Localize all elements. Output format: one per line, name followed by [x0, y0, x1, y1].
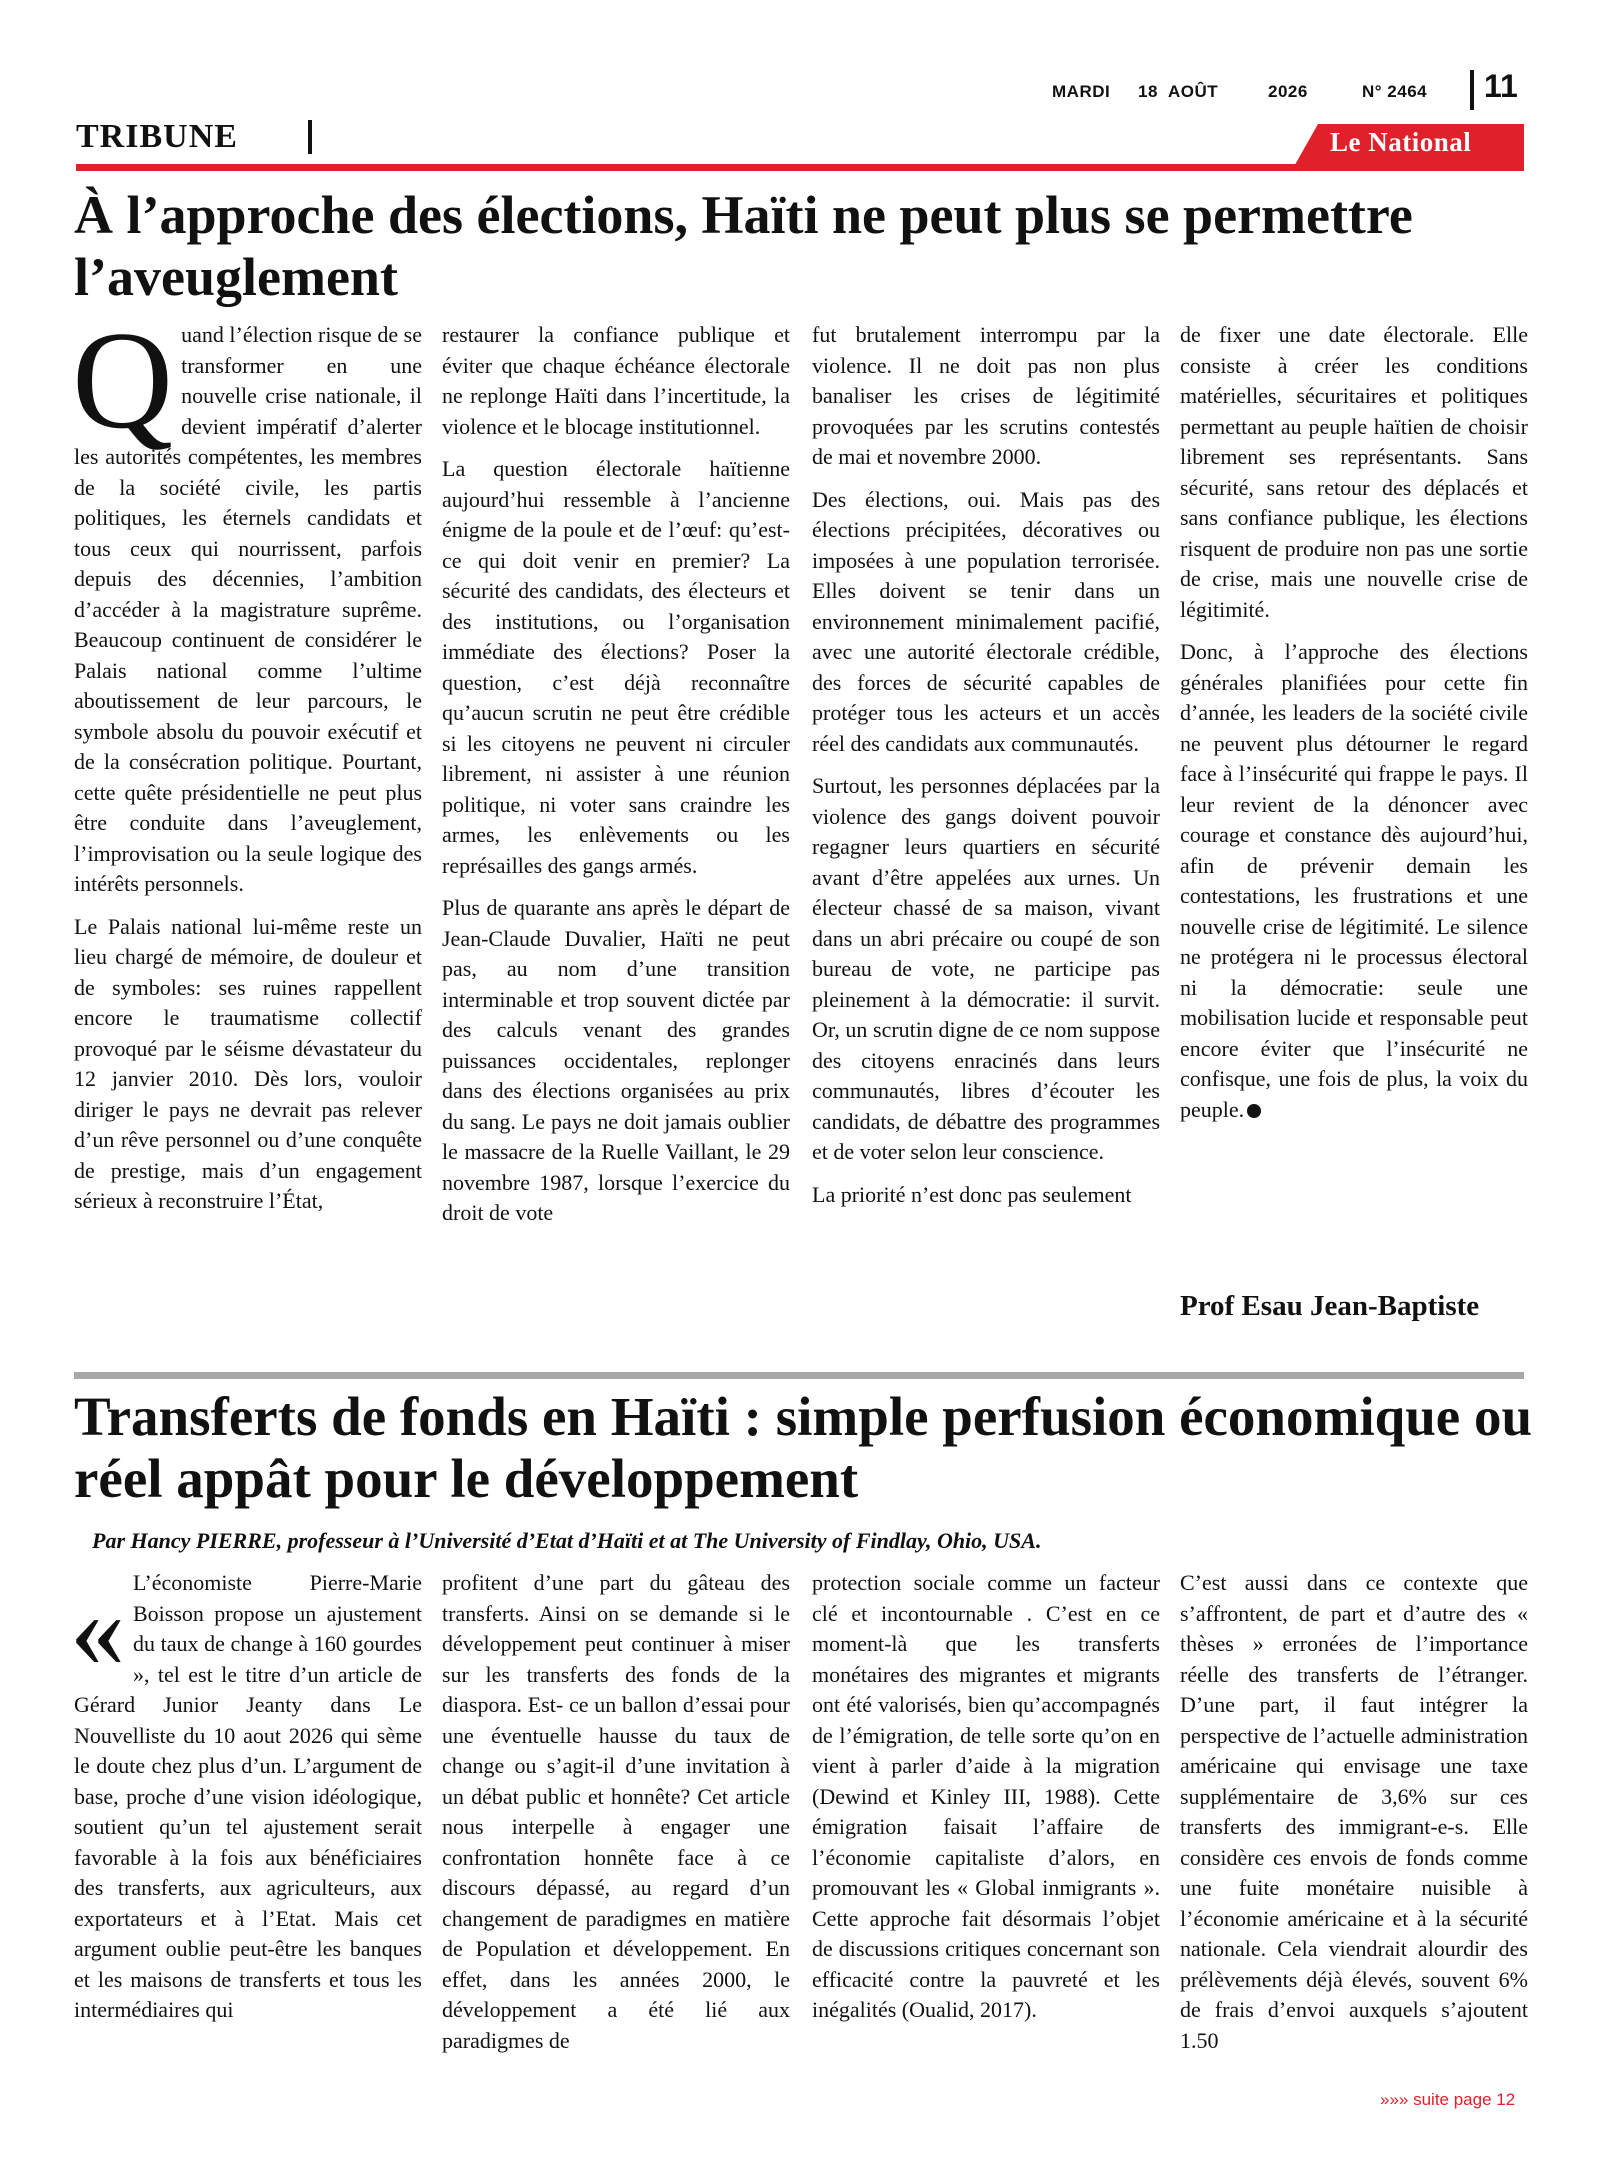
brand-name: Le National — [1330, 127, 1472, 157]
article1-paragraph: La priorité n’est donc pas seulement — [812, 1181, 1132, 1207]
article1-column-1 — [72, 303, 422, 1350]
article1-column-2 — [442, 320, 790, 1350]
issue-month: AOÛT — [1168, 82, 1219, 101]
article1-paragraph: Surtout, les personnes déplacées par la violence des gangs doivent pouvoir regagner leurs quartiers en sécurité avant d’être appelées aux urnes. Un électeur chassé de sa maison, vivant dans un abri précaire ou coupé de son bureau de vote, ne participe pas pleinement à la démocratie: il survit. Or, un scrutin digne de ce nom suppose des citoyens enracinés dans leurs communautés, libres d’écouter les candidats, de débattre des programmes et de voter selon leur conscience. — [812, 773, 1160, 1164]
article2-column-4 — [1180, 1568, 1528, 2088]
page-number-divider — [1470, 70, 1474, 110]
header-rule — [76, 164, 1524, 171]
article1-paragraph: Des élections, oui. Mais pas des élections précipitées, décoratives ou imposées à une population terrorisée. Elles doivent se tenir dans un environnement minimalement pacifié, avec une autorité électorale crédible, des forces de sécurité capables de protéger tous les acteurs et un accès réel des candidats aux communautés. — [812, 486, 1160, 756]
article2-column-1 — [70, 1568, 422, 2088]
issue-number: N° 2464 — [1362, 82, 1428, 101]
article2-title: Transferts de fonds en Haïti : simple perfusion économique ou réel appât pour le développement — [74, 1386, 1533, 1509]
article1-paragraph: La question électorale haïtienne aujourd’hui ressemble à l’ancienne énigme de la poule et de l’œuf: qu’est-ce qui doit venir en premier? La sécurité des candidats, des électeurs et des institutions, ou l’organisation immédiate des élections? Poser la question, c’est déjà reconnaître qu’aucun scrutin ne peut être crédible si les citoyens ne peuvent ni circuler librement, ni assister à une réunion politique, ni voter sans craindre les armes, les enlèvements ou les représailles des gangs armés. — [442, 456, 790, 878]
page-number: 11 — [1484, 68, 1518, 104]
article2-paragraph: protection sociale comme un facteur clé et incontournable . C’est en ce moment-là que les transferts monétaires des migrantes et migrants ont été valorisés, bien qu’accompagnés de l’émigration, de telle sorte qu’on en vient à parler d’aide à la migration (Dewind et Kinley III, 1988). Cette émigration faisait l’affaire de l’économie capitaliste d’alors, en promouvant les « Global inmigrants ». Cette approche fait désormais l’objet de discussions critiques concernant son efficacité contre la pauvreté et les inégalités (Oualid, 2017). — [812, 1570, 1160, 2022]
article2-paragraph: C’est aussi dans ce contexte que s’affrontent, de part et d’autre des « thèses » erronées de l’importance réelle des transferts de l’étranger. D’une part, il faut intégrer la perspective de l’actuelle administration américaine qui envisage une taxe supplémentaire de 3,6% sur ces transferts des immigrant-e-s. Elle considère ces envois de fonds comme une fuite monétaire nuisible à l’économie américaine et à la sécurité nationale. Cela viendrait alourdir des prélèvements déjà élevés, souvent 6% de frais d’envoi auxquels s’ajoutent 1.50 — [1180, 1570, 1528, 2053]
article1-paragraph: restaurer la confiance publique et éviter que chaque échéance électorale ne replonge Haïti dans l’incertitude, la violence et le blocage institutionnel. — [442, 322, 790, 439]
section-label: TRIBUNE — [76, 118, 238, 155]
article2-column-3 — [812, 1568, 1160, 2088]
end-of-article-icon — [1247, 1104, 1261, 1118]
drop-cap: Q — [72, 303, 174, 458]
article2-paragraph: profitent d’une part du gâteau des transferts. Ainsi on se demande si le développement peut continuer à miser sur les transferts des fonds de la diaspora. Est- ce un ballon d’essai pour une éventuelle hausse du taux de change ou s’agit-il d’une invitation à un débat public et honnête? Cet article nous interpelle à engager une confrontation honnête face à ce discours dépassé, au regard d’un changement de paradigmes en matière de Population et développement. En effet, dans les années 2000, le développement a été lié aux paradigmes de — [442, 1570, 790, 2053]
article2-byline: Par Hancy PIERRE, professeur à l’Université d’Etat d’Haïti et at The University of Findlay, Ohio, USA. — [92, 1528, 1042, 1553]
issue-year: 2026 — [1268, 82, 1308, 101]
article1-title: À l’approche des élections, Haïti ne peut plus se permettre l’aveuglement — [74, 185, 1413, 307]
article1-paragraph: Donc, à l’approche des élections générales planifiées pour cette fin d’année, les leaders de la société civile ne peuvent plus détourner le regard face à l’insécurité qui frappe le pays. Il leur revient de la dénoncer avec courage et constance dès aujourd’hui, afin de prévenir demain les contestations, les frustrations et une nouvelle crise de légitimité. Le silence ne protégera ni le processus électoral ni la démocratie: seule une mobilisation lucide et responsable peut encore éviter que l’insécurité ne confisque, une fois de plus, la voix du peuple. — [1180, 639, 1528, 1122]
section-divider — [308, 120, 312, 154]
article1-paragraph: Quand l’élection risque de se transformer en une nouvelle crise nationale, il devient impératif d’alerter les autorités compétentes, les membres de la société civile, les partis politiques, les éternels candidats et tous ceux qui nourrissent, parfois depuis des décennies, l’ambition d’accéder à la magistrature suprême. Beaucoup continuent de considérer le Palais national comme l’ultime aboutissement de leur parcours, le symbole absolu du pouvoir exécutif et de la consécration politique. Pourtant, cette quête présidentielle ne peut plus être conduite dans l’aveuglement, l’improvisation ou la seule logique des intérêts personnels. — [72, 303, 422, 896]
opening-quote-mark: « — [70, 1568, 125, 1690]
article1-paragraph: Le Palais national lui-même reste un lieu chargé de mémoire, de douleur et de symboles: ses ruines rappellent encore le traumatisme collectif provoqué par le séisme dévastateur du 12 janvier 2010. Dès lors, vouloir diriger le pays ne devrait pas relever d’un rêve personnel ou d’une conquête de prestige, mais d’un engagement sérieux à reconstruire l’État, — [74, 913, 422, 1213]
article1-column-4 — [1180, 320, 1528, 1280]
issue-day: MARDI — [1052, 82, 1111, 101]
article2-column-2 — [442, 1568, 790, 2088]
article1-paragraph: Plus de quarante ans après le départ de Jean-Claude Duvalier, Haïti ne peut pas, au nom d’une transition interminable et trop souvent dictée par des calculs venant des grandes puissances occidentales, replonger dans des élections organisées au prix du sang. Le pays ne doit jamais oublier le massacre de la Ruelle Vaillant, le 29 novembre 1987, lorsque l’exercice du droit de vote — [442, 895, 790, 1225]
continued-link[interactable]: »»» suite page 12 — [1380, 2090, 1516, 2109]
article1-author: Prof Esau Jean-Baptiste — [1180, 1290, 1480, 1322]
article1-column-3 — [812, 320, 1160, 1350]
issue-date: 18 — [1138, 82, 1158, 101]
article1-paragraph: fut brutalement interrompu par la violence. Il ne doit pas non plus banaliser les crises de légitimité provoquées par les scrutins contestés de mai et novembre 2000. — [812, 322, 1160, 469]
article2-paragraph: « L’économiste Pierre-Marie Boisson propose un ajustement du taux de change à 160 gourdes », tel est le titre d’un article de Gérard Junior Jeanty dans Le Nouvelliste du 10 aout 2026 qui sème le doute chez plus d’un. L’argument de base, proche d’une vision idéologique, soutient qu’un tel ajustement serait favorable à la fois aux bénéficiaires des transferts, aux agriculteurs, aux exportateurs et à l’Etat. Mais cet argument oublie peut-être les banques et les maisons de transferts et tous les intermédiaires qui — [70, 1568, 422, 2022]
article1-paragraph: de fixer une date électorale. Elle consiste à créer les conditions matérielles, sécuritaires et politiques permettant au peuple haïtien de choisir librement ses représentants. Sans sécurité, sans retour des déplacés et sans confiance publique, les élections risquent de produire non pas une sortie de crise, mais une nouvelle crise de légitimité. — [1180, 322, 1528, 622]
article-separator — [74, 1372, 1524, 1379]
